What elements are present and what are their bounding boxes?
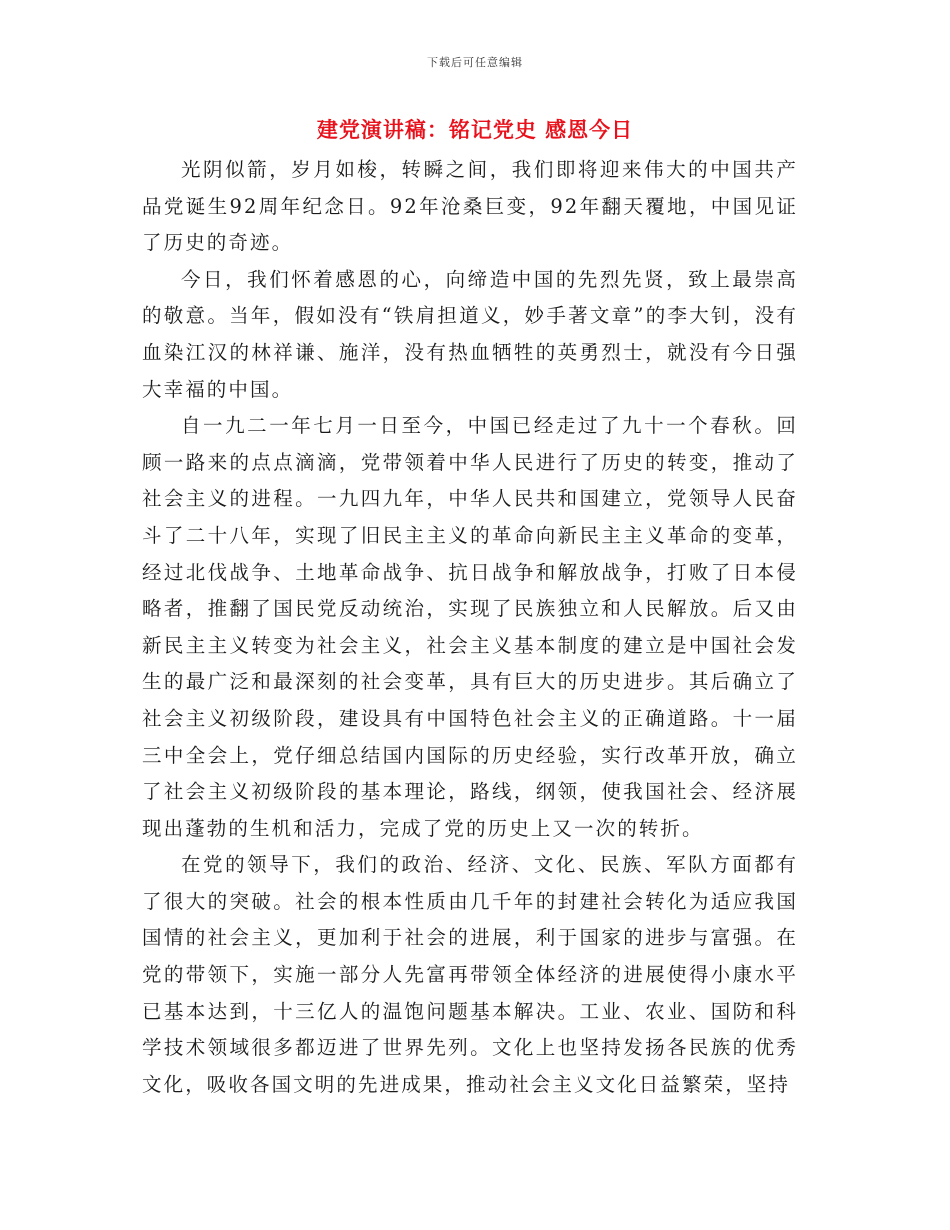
document-title: 建党演讲稿：铭记党史 感恩今日 <box>316 117 634 142</box>
document-body <box>142 152 798 1103</box>
paragraph-2: 今日，我们怀着感恩的心，向缔造中国的先烈先贤，致上最崇高的敬意。当年，假如没有“铁肩担道义，妙手著文章”的李大钊，没有血染江汉的林祥谦、施洋，没有热血牺牲的英勇烈士，就没有今日强大幸福的中国。 <box>142 267 798 401</box>
paragraph-4: 在党的领导下，我们的政治、经济、文化、民族、军队方面都有了很大的突破。社会的根本性质由几千年的封建社会转化为适应我国国情的社会主义，更加利于社会的进展，利于国家的进步与富强。在党的带领下，实施一部分人先富再带领全体经济的进展使得小康水平已基本达到，十三亿人的温饱问题基本解决。工业、农业、国防和科学技术领域很多都迈进了世界先列。文化上也坚持发扬各民族的优秀文化，吸收各国文明的先进成果，推动社会主义文化日益繁荣，坚持 <box>142 853 798 1096</box>
header-note: 下载后可任意编辑 <box>427 56 523 69</box>
paragraph-3: 自一九二一年七月一日至今，中国已经走过了九十一个春秋。回顾一路来的点点滴滴，党带领着中华人民进行了历史的转变，推动了社会主义的进程。一九四九年，中华人民共和国建立，党领导人民奋斗了二十八年，实现了旧民主主义的革命向新民主主义革命的变革，经过北伐战争、土地革命战争、抗日战争和解放战争，打败了日本侵略者，推翻了国民党反动统治，实现了民族独立和人民解放。后又由新民主主义转变为社会主义，社会主义基本制度的建立是中国社会发生的最广泛和最深刻的社会变革，具有巨大的历史进步。其后确立了社会主义初级阶段，建设具有中国特色社会主义的正确道路。十一届三中全会上，党仔细总结国内国际的历史经验，实行改革开放，确立了社会主义初级阶段的基本理论，路线，纲领，使我国社会、经济展现出蓬勃的生机和活力，完成了党的历史上又一次的转折。 <box>142 414 798 840</box>
paragraph-1: 光阴似箭，岁月如梭，转瞬之间，我们即将迎来伟大的中国共产品党诞生92周年纪念日。92年沧桑巨变，92年翻天覆地，中国见证了历史的奇迹。 <box>142 158 798 255</box>
